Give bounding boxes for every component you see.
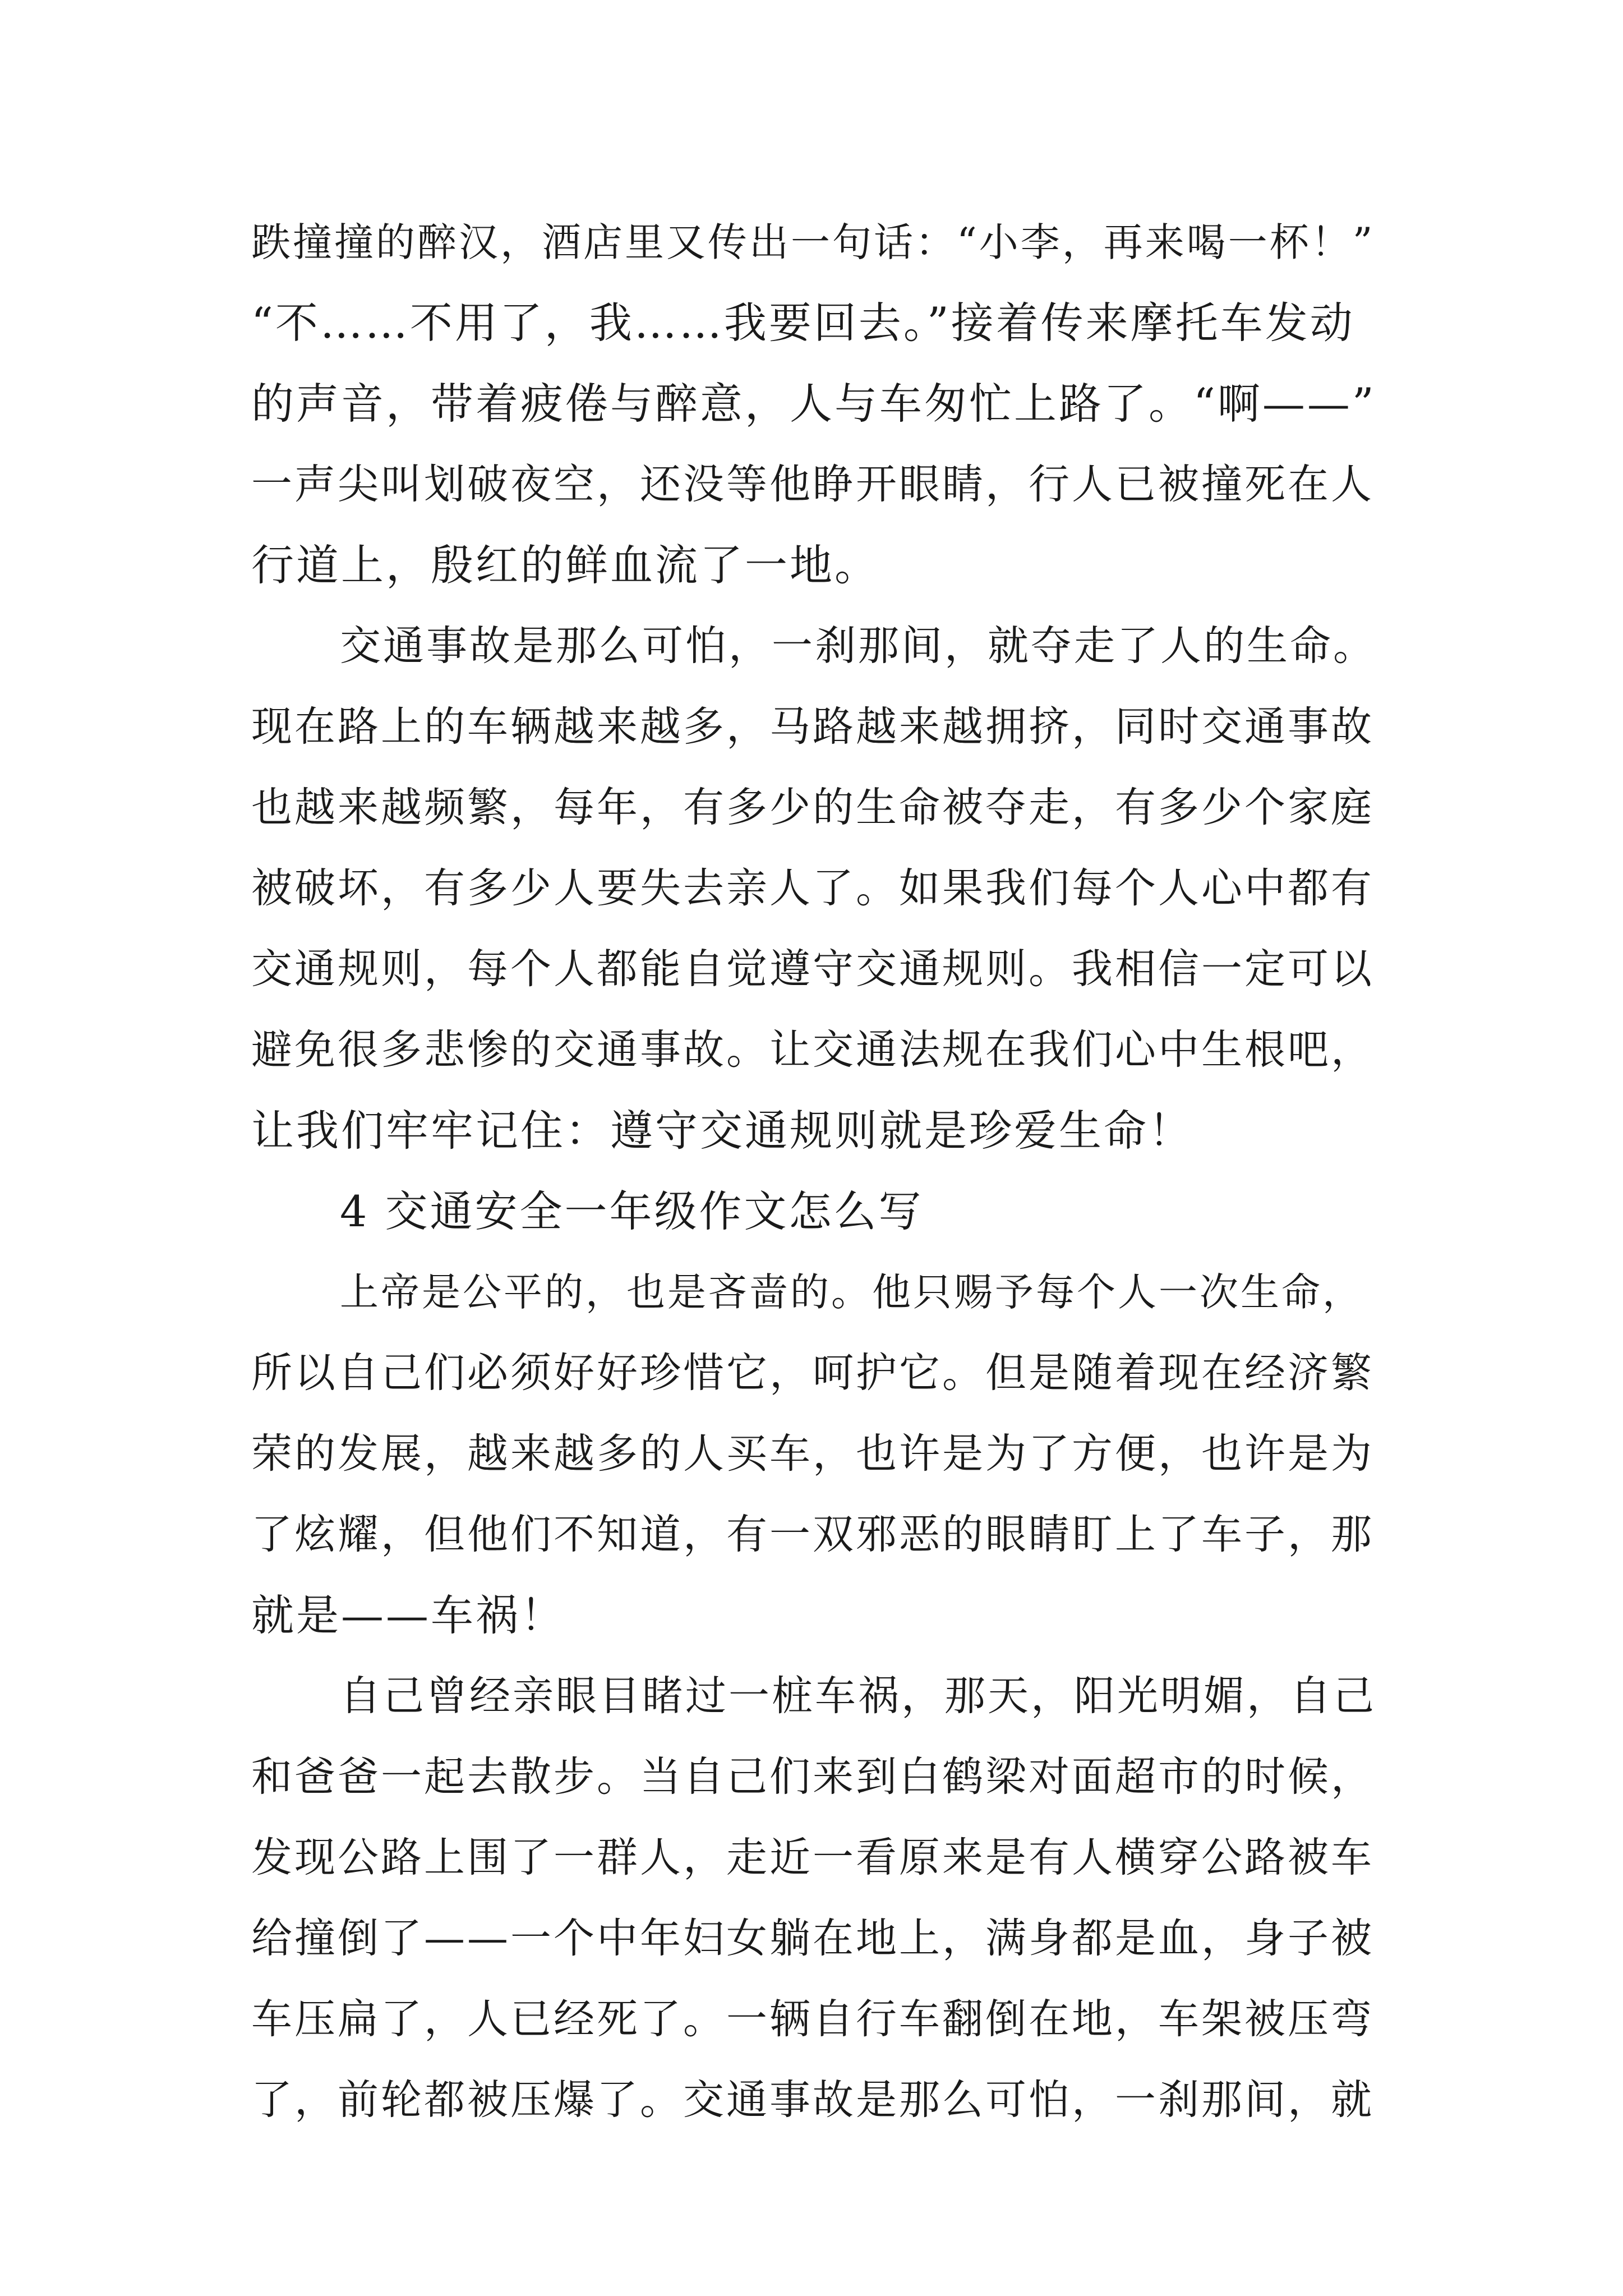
paragraph-first-line: 自己曾经亲眼目睹过一桩车祸，那天，阳光明媚，自己 [340, 1672, 1376, 1720]
text-line: 的声音，带着疲倦与醉意，人与车匆忙上路了。“啊——” [251, 379, 1376, 429]
text-line: 也越来越频繁，每年，有多少的生命被夺走，有多少个家庭 [251, 784, 1374, 831]
text-line: 跌撞撞的醉汉，酒店里又传出一句话：“小李，再来喝一杯！” [251, 219, 1375, 265]
text-line: 被破坏，有多少人要失去亲人了。如果我们每个人心中都有 [251, 864, 1374, 912]
text-line: 和爸爸一起去散步。当自己们来到白鹤梁对面超市的时候， [251, 1753, 1374, 1801]
text-line: 让我们牢牢记住：遵守交通规则就是珍爱生命！ [251, 1106, 1193, 1156]
paragraph-first-line: 上帝是公平的，也是吝啬的。他只赐予每个人一次生命， [340, 1270, 1363, 1315]
text-line: 一声尖叫划破夜空，还没等他睁开眼睛，行人已被撞死在人 [251, 461, 1374, 508]
text-line: 现在路上的车辆越来越多，马路越来越拥挤，同时交通事故 [251, 703, 1374, 751]
text-line: 了炫耀，但他们不知道，有一双邪恶的眼睛盯上了车子，那 [251, 1511, 1374, 1558]
text-line: 行道上，殷红的鲜血流了一地。 [251, 540, 879, 590]
text-line: 所以自己们必须好好珍惜它，呵护它。但是随着现在经济繁 [251, 1349, 1374, 1397]
section-heading: 4 交通安全一年级作文怎么写 [340, 1186, 924, 1236]
text-line: “不……不用了，我……我要回去。”接着传来摩托车发动 [251, 298, 1355, 348]
text-line: 了，前轮都被压爆了。交通事故是那么可怕，一刹那间，就 [251, 2076, 1374, 2124]
text-line: 交通规则，每个人都能自觉遵守交通规则。我相信一定可以 [251, 945, 1374, 993]
text-line: 避免很多悲惨的交通事故。让交通法规在我们心中生根吧， [251, 1026, 1374, 1074]
text-line: 给撞倒了——一个中年妇女躺在地上，满身都是血，身子被 [251, 1915, 1374, 1962]
text-line: 车压扁了，人已经死了。一辆自行车翻倒在地，车架被压弯 [251, 1995, 1374, 2043]
paragraph-first-line: 交通事故是那么可怕，一刹那间，就夺走了人的生命。 [340, 622, 1376, 670]
text-line: 荣的发展，越来越多的人买车，也许是为了方便，也许是为 [251, 1430, 1374, 1478]
text-line: 就是——车祸！ [251, 1590, 565, 1640]
text-line: 发现公路上围了一群人，走近一看原来是有人横穿公路被车 [251, 1834, 1374, 1881]
